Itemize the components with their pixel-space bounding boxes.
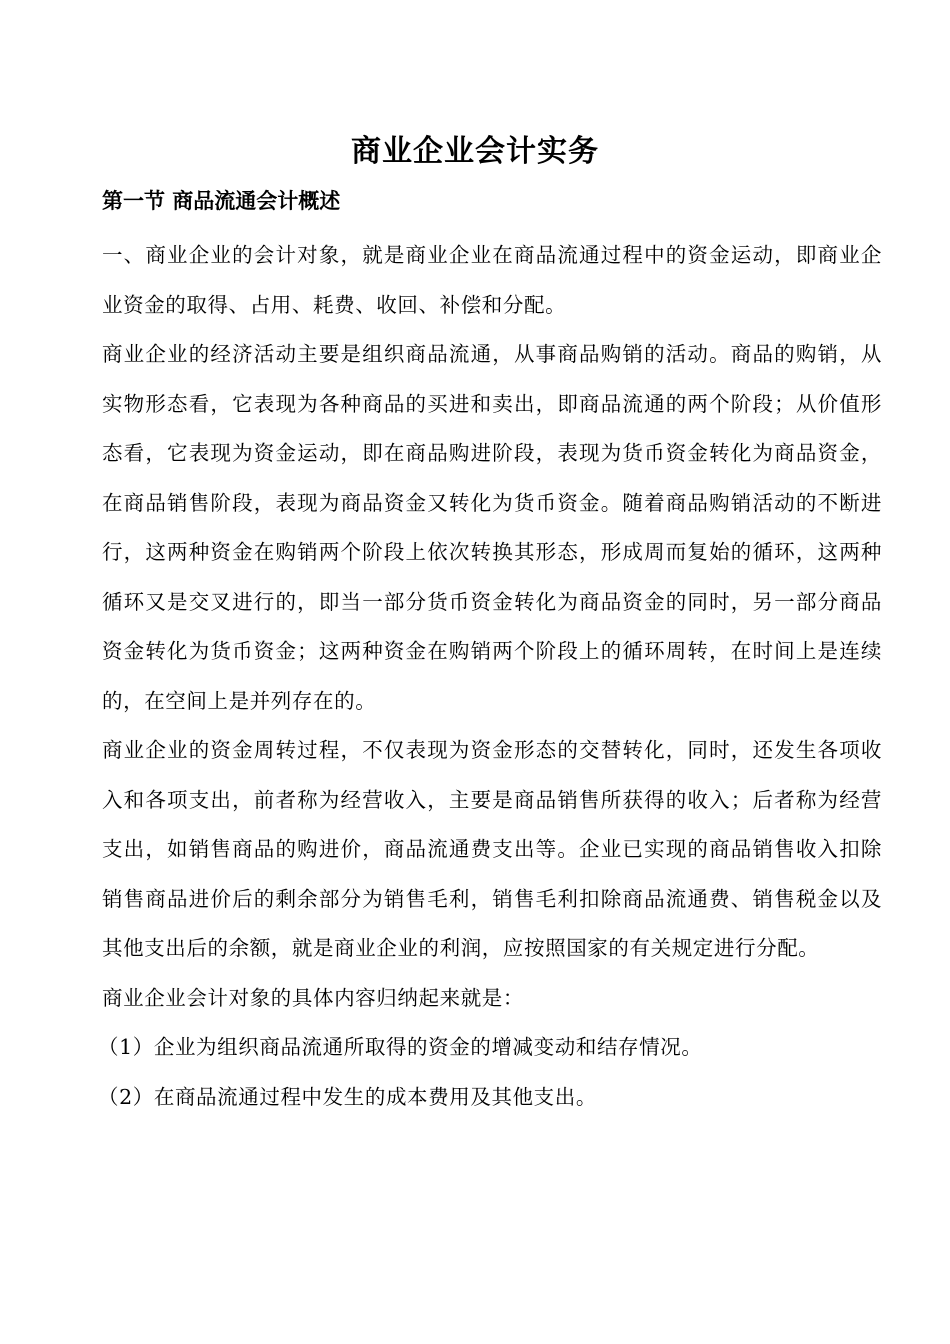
- document-title: 商业企业会计实务: [351, 134, 599, 169]
- list-item-1: （1）企业为组织商品流通所取得的资金的增减变动和结存情况。: [98, 1035, 703, 1059]
- paragraph-accounting-object: 一、商业企业的会计对象，就是商业企业在商品流通过程中的资金运动，即商业企业资金的取得、占用、耗费、收回、补偿和分配。: [102, 243, 882, 317]
- document-body: [98, 231, 882, 1122]
- paragraph-summary-intro: 商业企业会计对象的具体内容归纳起来就是：: [102, 985, 524, 1010]
- section-heading: 第一节 商品流通会计概述: [102, 189, 341, 213]
- paragraph-capital-turnover: 商业企业的资金周转过程，不仅表现为资金形态的交替转化，同时，还发生各项收入和各项支出，前者称为经营收入，主要是商品销售所获得的收入；后者称为经营支出，如销售商品的购进价，商品流通费支出等。企业已实现的商品销售收入扣除销售商品进价后的剩余部分为销售毛利，销售毛利扣除商品流通费、销售税金以及其他支出后的余额，就是商业企业的利润，应按照国家的有关规定进行分配。: [102, 738, 882, 960]
- list-item-2: （2）在商品流通过程中发生的成本费用及其他支出。: [98, 1084, 597, 1109]
- paragraph-economic-activity: 商业企业的经济活动主要是组织商品流通，从事商品购销的活动。商品的购销，从实物形态看，它表现为各种商品的买进和卖出，即商品流通的两个阶段；从价值形态看，它表现为资金运动，即在商品购进阶段，表现为货币资金转化为商品资金，在商品销售阶段，表现为商品资金又转化为货币资金。随着商品购销活动的不断进行，这两种资金在购销两个阶段上依次转换其形态，形成周而复始的循环，这两种循环又是交叉进行的，即当一部分货币资金转化为商品资金的同时，另一部分商品资金转化为货币资金；这两种资金在购销两个阶段上的循环周转，在时间上是连续的，在空间上是并列存在的。: [102, 342, 882, 713]
